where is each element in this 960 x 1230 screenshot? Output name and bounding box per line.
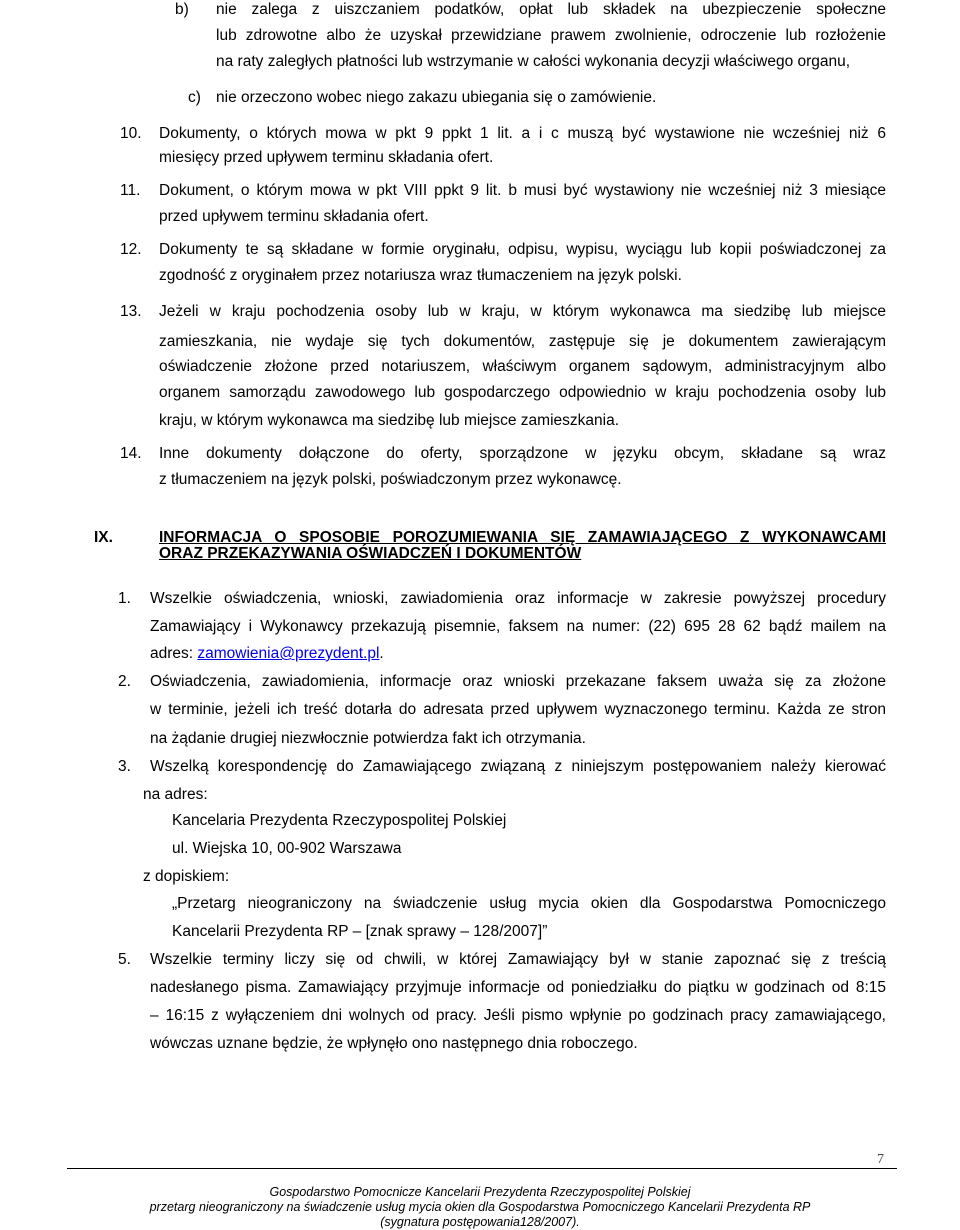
address-line: ul. Wiejska 10, 00-902 Warszawa <box>172 840 402 857</box>
page-number: 7 <box>877 1152 884 1167</box>
paragraph-line: na adres: <box>143 786 208 803</box>
paragraph-line: nadesłanego pisma. Zamawiający przyjmuje informacje od poniedziałku do piątku w godzinach od 8:15 <box>150 979 886 996</box>
point-number: 2. <box>118 673 131 690</box>
footer-line: Gospodarstwo Pomocnicze Kancelarii Prezydenta Rzeczypospolitej Polskiej <box>269 1185 691 1199</box>
paragraph-line: zamieszkania, nie wydaje się tych dokumentów, zastępuje się je dokumentem zawierającym <box>159 333 886 350</box>
dopisek-line: „Przetarg nieograniczony na świadczenie usług mycia okien dla Gospodarstwa Pomocniczego <box>172 895 886 912</box>
section-number: IX. <box>94 529 113 546</box>
dopisek-label: z dopiskiem: <box>143 868 230 885</box>
paragraph-line: lub zdrowotne albo że uzyskał przewidziane prawem zwolnienie, odroczenie lub rozłożenie <box>216 27 886 44</box>
paragraph-line: nie zalega z uiszczaniem podatków, opłat lub składek na ubezpieczenie społeczne <box>216 1 886 18</box>
paragraph-line: kraju, w którym wykonawca ma siedzibę lub miejsce zamieszkania. <box>159 412 619 429</box>
item-number: 14. <box>120 445 142 462</box>
list-marker-c: c) <box>188 89 201 106</box>
paragraph-line: Inne dokumenty dołączone do oferty, sporządzone w języku obcym, składane są wraz <box>159 445 886 462</box>
email-link[interactable]: zamowienia@prezydent.pl <box>197 645 380 662</box>
footer-line: (sygnatura postępowania128/2007). <box>380 1215 580 1229</box>
paragraph-line: przed upływem terminu składania ofert. <box>159 208 429 225</box>
paragraph-line: Wszelkie oświadczenia, wnioski, zawiadomienia oraz informacje w zakresie powyższej procedury <box>150 590 886 607</box>
paragraph-line: zgodność z oryginałem przez notariusza wraz tłumaczeniem na język polski. <box>159 267 682 284</box>
paragraph-line: na żądanie drugiej niezwłocznie potwierdza fakt ich otrzymania. <box>150 730 586 747</box>
point-number: 1. <box>118 590 131 607</box>
paragraph-line: w terminie, jeżeli ich treść dotarła do adresata przed upływem wyznaczonego terminu. Każda ze stron <box>150 701 886 718</box>
item-number: 10. <box>120 125 142 142</box>
paragraph-line <box>150 644 384 664</box>
punctuation: . <box>379 645 384 662</box>
paragraph-line: Jeżeli w kraju pochodzenia osoby lub w kraju, w którym wykonawca ma siedzibę lub miejsce <box>159 303 886 320</box>
paragraph-line: wówczas uznane będzie, że wpłynęło ono następnego dnia roboczego. <box>150 1035 638 1052</box>
point-number: 3. <box>118 758 131 775</box>
paragraph-line: nie orzeczono wobec niego zakazu ubiegania się o zamówienie. <box>216 89 657 106</box>
paragraph-line: miesięcy przed upływem terminu składania ofert. <box>159 149 494 166</box>
paragraph-line: oświadczenie złożone przed notariuszem, właściwym organem sądowym, administracyjnym albo <box>159 358 886 375</box>
paragraph-line: Wszelką korespondencję do Zamawiającego związaną z niniejszym postępowaniem należy kierować <box>150 758 886 775</box>
paragraph-line: Dokumenty te są składane w formie oryginału, odpisu, wypisu, wyciągu lub kopii poświadczonej za <box>159 241 886 258</box>
paragraph-line: Dokument, o którym mowa w pkt VIII ppkt 9 lit. b musi być wystawiony nie wcześniej niż 3 miesiące <box>159 182 886 199</box>
address-prefix: adres: <box>150 645 198 662</box>
point-number: 5. <box>118 951 131 968</box>
footer-divider <box>67 1168 897 1169</box>
paragraph-line: Oświadczenia, zawiadomienia, informacje oraz wnioski przekazane faksem uważa się za złożone <box>150 673 886 690</box>
item-number: 11. <box>120 182 141 199</box>
paragraph-line: Zamawiający i Wykonawcy przekazują pisemnie, faksem na numer: (22) 695 28 62 bądź mailem na <box>150 618 886 635</box>
list-marker-b: b) <box>175 1 189 18</box>
footer-line: przetarg nieograniczony na świadczenie usług mycia okien dla Gospodarstwa Pomocniczego Kancelarii Prezydenta RP <box>149 1200 811 1214</box>
paragraph-line: – 16:15 z wyłączeniem dni wolnych od pracy. Jeśli pismo wpłynie po godzinach pracy zamawiającego, <box>150 1007 886 1024</box>
item-number: 13. <box>120 303 142 320</box>
address-line: Kancelaria Prezydenta Rzeczypospolitej Polskiej <box>172 812 507 829</box>
section-title: INFORMACJA O SPOSOBIE POROZUMIEWANIA SIĘ ZAMAWIAJĄCEGO Z WYKONAWCAMI <box>159 529 886 546</box>
paragraph-line: organem samorządu zawodowego lub gospodarczego odpowiednio w kraju pochodzenia osoby lub <box>159 384 886 401</box>
paragraph-line: Wszelkie terminy liczy się od chwili, w której Zamawiający był w stanie zapoznać się z treścią <box>150 951 886 968</box>
dopisek-line: Kancelarii Prezydenta RP – [znak sprawy – 128/2007]” <box>172 923 548 940</box>
paragraph-line: z tłumaczeniem na język polski, poświadczonym przez wykonawcę. <box>159 471 622 488</box>
paragraph-line: Dokumenty, o których mowa w pkt 9 ppkt 1 lit. a i c muszą być wystawione nie wcześniej niż 6 <box>159 125 886 142</box>
section-title: ORAZ PRZEKAZYWANIA OŚWIADCZEŃ I DOKUMENTÓW <box>159 545 582 562</box>
item-number: 12. <box>120 241 142 258</box>
paragraph-line: na raty zaległych płatności lub wstrzymanie w całości wykonania decyzji właściwego organu, <box>216 53 851 70</box>
